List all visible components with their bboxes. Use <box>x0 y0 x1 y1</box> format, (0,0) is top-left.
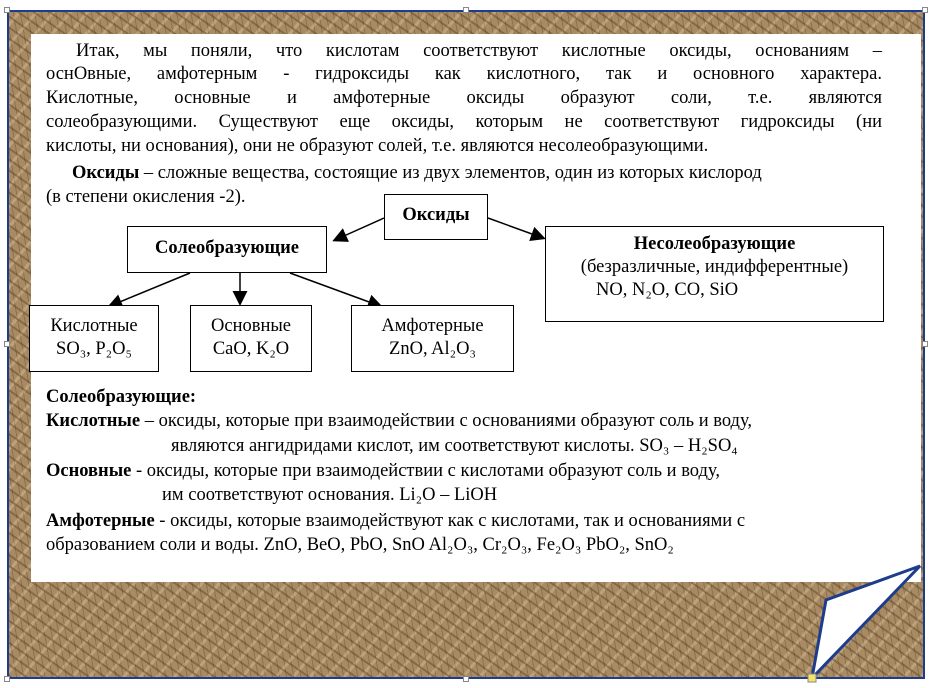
non-salt-examples: NO, N₂O, CO, SiO <box>596 280 739 300</box>
salt-forming-label: Солеобразующие <box>155 238 299 258</box>
acidic-examples: SO₃, P₂O₅ <box>56 339 132 359</box>
intro-line-4: солеобразующими. Существуют еще оксиды, которым не соответствуют гидроксиды (ни <box>46 112 882 132</box>
acidic-def-line-2: являются ангидридами кислот, им соответствуют кислоты. SO₃ – H₂SO₄ <box>171 436 738 456</box>
diagram-amphoteric <box>351 305 514 372</box>
amphoteric-def-text: - оксиды, которые взаимодействуют как с кислотами, так и основаниями с <box>154 511 746 531</box>
amphoteric-term: Амфотерные <box>46 511 155 531</box>
root-label: Оксиды <box>402 205 470 225</box>
non-salt-subtitle: (безразличные, индифферентные) <box>580 257 849 277</box>
basic-def-text: - оксиды, которые при взаимодействии с кислотами образуют соль и воду, <box>131 461 720 481</box>
amphoteric-examples: ZnO, Al₂O₃ <box>389 339 476 359</box>
basic-examples: CaO, K₂O <box>212 339 290 359</box>
diagram-salt-forming <box>127 226 327 273</box>
diagram-acidic <box>29 305 159 372</box>
intro-line-5: кислоты, ни основания), они не образуют солей, т.е. являются несолеобразующими. <box>46 136 709 156</box>
basic-def-line-1 <box>46 460 720 482</box>
acidic-def-line-1 <box>46 410 752 432</box>
amphoteric-def-line-1 <box>46 510 745 532</box>
definition-term: Оксиды <box>72 163 140 183</box>
diagram-basic <box>190 305 312 372</box>
basic-title: Основные <box>211 316 291 336</box>
intro-line-2: оснОвные, амфотерным - гидроксиды как кислотного, так и основного характера. <box>46 64 882 84</box>
diagram-root-oxides <box>384 194 488 240</box>
amphoteric-title: Амфотерные <box>381 316 484 336</box>
basic-def-line-2: им соответствуют основания. Li₂O – LiOH <box>162 485 498 505</box>
acidic-title: Кислотные <box>50 316 138 336</box>
definition-line-2: (в степени окисления -2). <box>46 187 246 207</box>
diagram-non-salt-forming <box>545 226 884 322</box>
intro-line-3: Кислотные, основные и амфотерные оксиды образуют соли, т.е. являются <box>46 88 882 108</box>
lower-heading: Солеобразующие: <box>46 387 197 407</box>
definition-text: – сложные вещества, состоящие из двух элементов, один из которых кислород <box>139 163 762 183</box>
acidic-def-text: – оксиды, которые при взаимодействии с основаниями образуют соль и воду, <box>140 411 752 431</box>
acidic-term: Кислотные <box>46 411 141 431</box>
basic-term: Основные <box>46 461 132 481</box>
non-salt-title: Несолеобразующие <box>633 234 796 254</box>
amphoteric-def-line-2: образованием соли и воды. ZnO, BeO, PbO, SnO Al₂O₃, Cr₂O₃, Fe₂O₃ PbO₂, SnO₂ <box>46 535 674 555</box>
intro-line-1: Итак, мы поняли, что кислотам соответствуют кислотные оксиды, основаниям – <box>76 41 882 61</box>
